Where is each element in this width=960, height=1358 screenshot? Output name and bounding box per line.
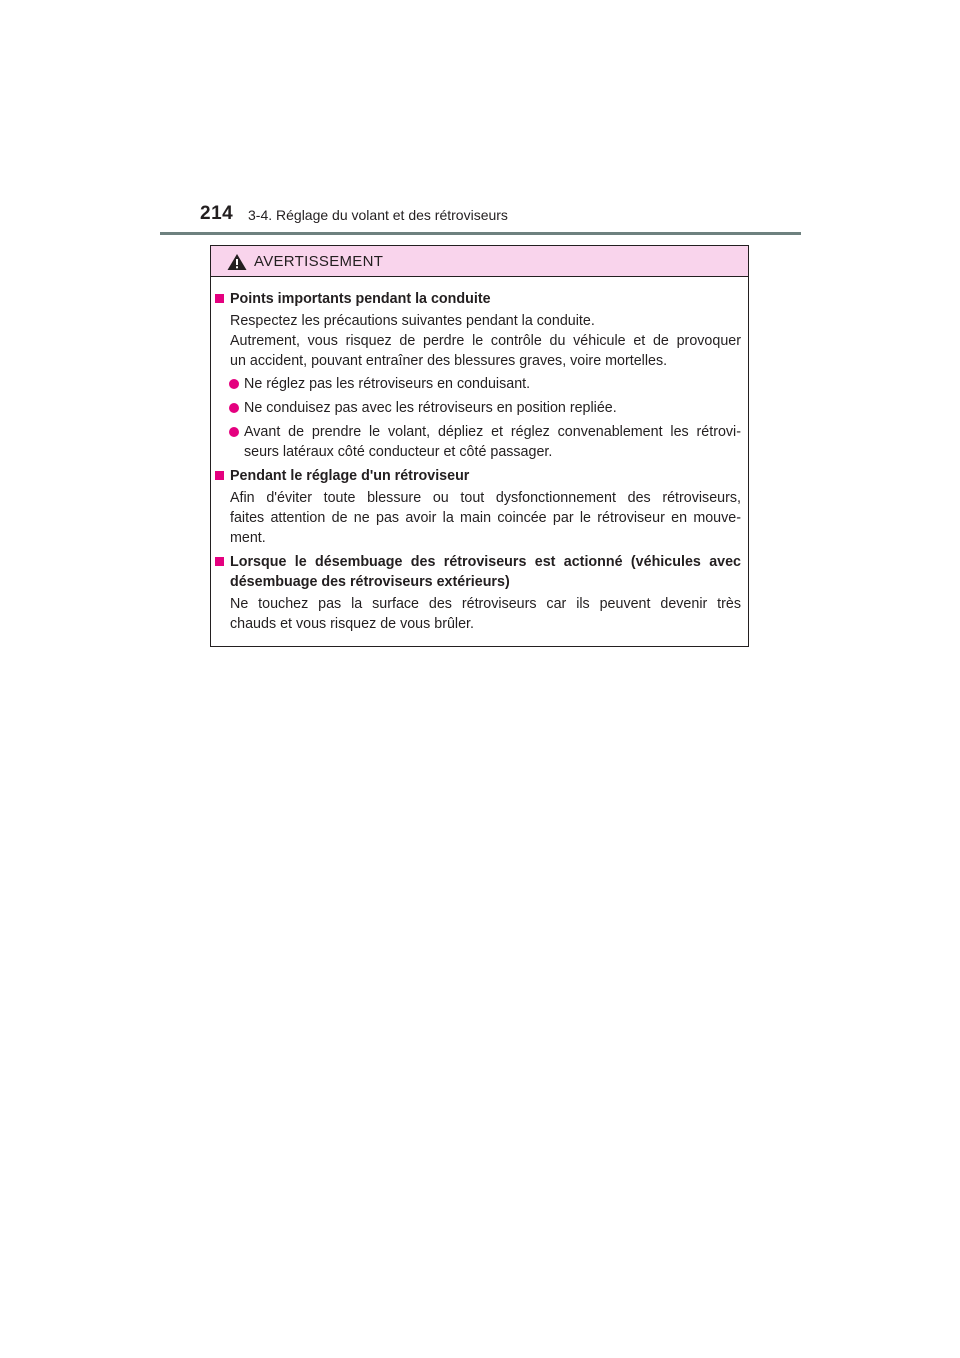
section-heading: Pendant le réglage d'un rétroviseur bbox=[230, 468, 470, 484]
paragraph-line: Respectez les précautions suivantes pendant la conduite. bbox=[230, 313, 595, 329]
bullet-icon bbox=[229, 427, 239, 437]
header-divider bbox=[160, 232, 801, 235]
warning-body bbox=[211, 277, 748, 646]
paragraph-line: Afin d'éviter toute blessure ou tout dysfonctionnement des rétroviseurs, bbox=[230, 490, 741, 506]
section-heading: désembuage des rétroviseurs extérieurs) bbox=[230, 574, 510, 590]
section-title: 3-4. Réglage du volant et des rétroviseurs bbox=[248, 207, 508, 223]
bullet-text: Avant de prendre le volant, dépliez et réglez convenablement les rétrovi- bbox=[244, 424, 741, 440]
paragraph-line: chauds et vous risquez de vous brûler. bbox=[230, 616, 474, 632]
paragraph-line: ment. bbox=[230, 530, 266, 546]
paragraph-line: Ne touchez pas la surface des rétroviseurs car ils peuvent devenir très bbox=[230, 596, 741, 612]
bullet-icon bbox=[229, 403, 239, 413]
bullet-text: Ne conduisez pas avec les rétroviseurs en position repliée. bbox=[244, 400, 617, 416]
section-marker-icon bbox=[215, 471, 224, 480]
paragraph-line: faites attention de ne pas avoir la main coincée par le rétroviseur en mouve- bbox=[230, 510, 741, 526]
bullet-text: seurs latéraux côté conducteur et côté passager. bbox=[244, 444, 553, 460]
bullet-text: Ne réglez pas les rétroviseurs en conduisant. bbox=[244, 376, 531, 392]
warning-title: AVERTISSEMENT bbox=[254, 253, 384, 270]
section-heading: Lorsque le désembuage des rétroviseurs est actionné (véhicules avec bbox=[230, 554, 741, 570]
page-number: 214 bbox=[200, 203, 234, 224]
section-marker-icon bbox=[215, 294, 224, 303]
warning-triangle-icon bbox=[227, 253, 247, 271]
section-marker-icon bbox=[215, 557, 224, 566]
paragraph-line: Autrement, vous risquez de perdre le contrôle du véhicule et de provoquer bbox=[230, 333, 741, 349]
warning-box bbox=[210, 245, 749, 647]
bullet-icon bbox=[229, 379, 239, 389]
paragraph-line: un accident, pouvant entraîner des blessures graves, voire mortelles. bbox=[230, 353, 668, 369]
warning-header bbox=[211, 246, 748, 277]
section-heading: Points importants pendant la conduite bbox=[230, 291, 491, 307]
